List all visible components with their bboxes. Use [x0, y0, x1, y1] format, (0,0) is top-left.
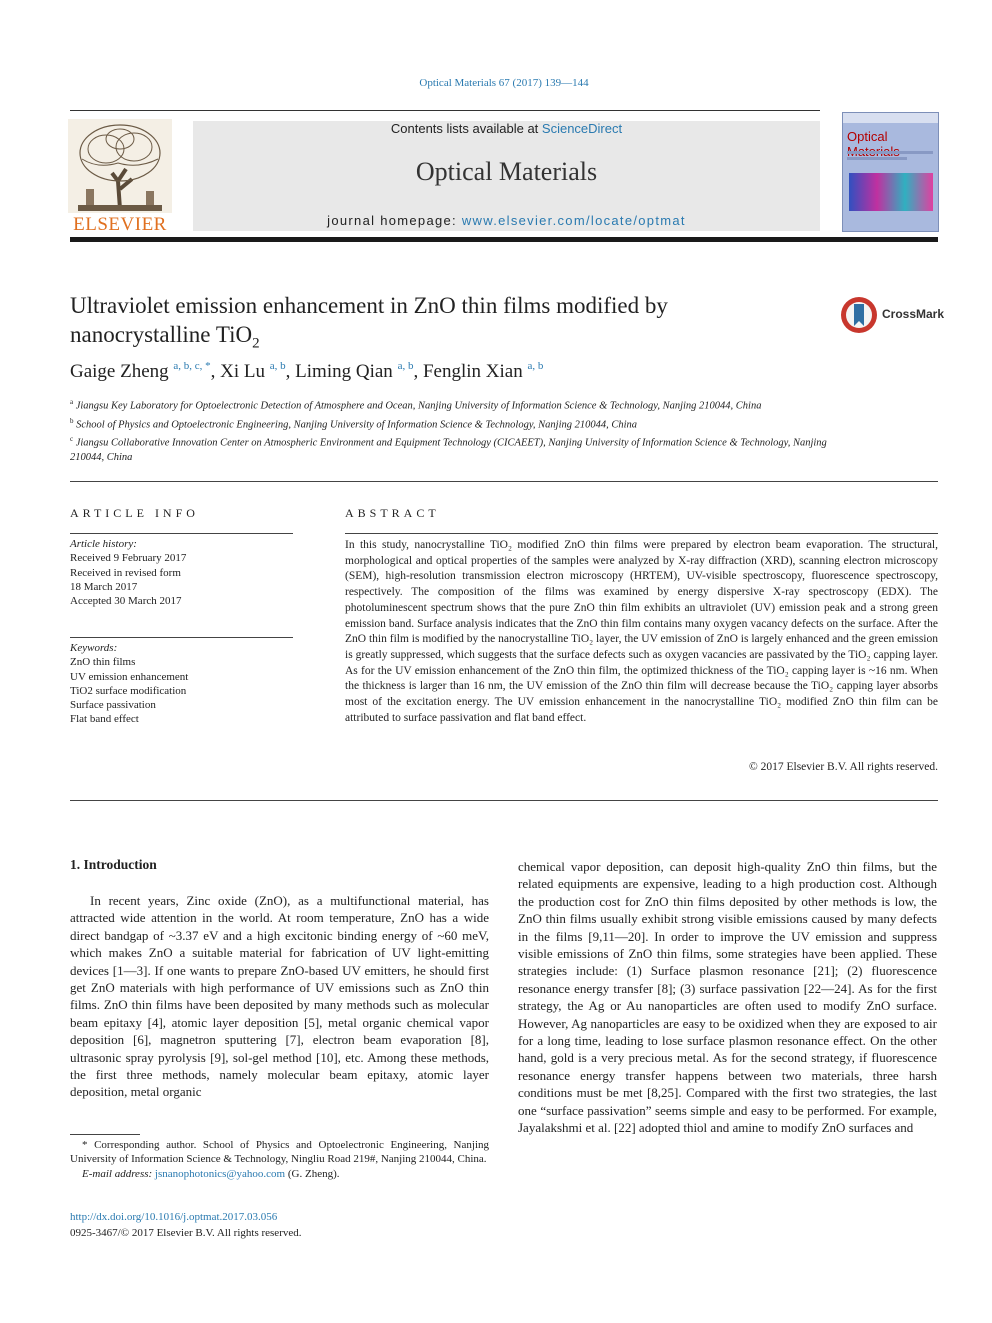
section-rule [70, 481, 938, 482]
journal-cover [842, 112, 939, 232]
homepage-line [193, 213, 820, 228]
author-name: Xi Lu [220, 361, 266, 382]
journal-citation[interactable]: Optical Materials 67 (2017) 139—144 [419, 77, 589, 89]
cover-strip [843, 113, 938, 123]
author-name: Gaige Zheng [70, 361, 169, 382]
affiliation [70, 432, 830, 465]
cover-line [847, 157, 907, 160]
intro-paragraph: chemical vapor deposition, can deposit high-quality ZnO thin films, but the related equipments are expensive, leading to a high production cost. Although the production cost for ZnO thin films deposited by other methods is low, the ZnO thin films usually exhibit strong visible emissions caused by many defects in the films [9,11—20]. In order to improve the UV emission and suppress visible emissions of ZnO thin films, some strategies have been applied. These strategies include: (1) Surface plasmon resonance [21]; (2) fluorescence resonance energy transfer [8]; (3) surface passivation [22—24]. As for the first strategy, the Ag or Au nanoparticles are often used to modify ZnO surface. However, Ag nanoparticles are easy to be oxidized when they are exposed to air for a long time, leading to lose surface plasmon resonance effect. On the other hand, gold is a very precious metal. As for the second strategy, if fluorescence resonance energy transfer happens between two materials, three harsh conditions must be met [8,25]. Compared with the first two strategies, the last one “surface passivation” seems simple and easy to be performed. For example, Jayalakshmi et al. [22] adopted thiol and amine to modify ZnO surfaces and [518, 859, 937, 1136]
keyword: TiO2 surface modification [70, 684, 187, 697]
history-item: Received 9 February 2017 [70, 552, 187, 565]
cover-line [847, 151, 933, 154]
history-item: Received in revised form [70, 566, 181, 579]
abstract-copyright: © 2017 Elsevier B.V. All rights reserved. [749, 761, 938, 773]
affiliation [70, 414, 830, 433]
email-label: E-mail address: [82, 1167, 155, 1180]
contents-prefix: Contents lists available at [390, 121, 542, 136]
cover-title: Optical [847, 129, 888, 144]
email-suffix: (G. Zheng). [285, 1167, 340, 1180]
section-rule [70, 800, 938, 801]
affiliation-text: School of Physics and Optoelectronic Engineering, Nanjing University of Information Science & Technology, Nanjing 210044, China [76, 419, 638, 430]
affiliation [70, 395, 830, 414]
issn-line: 0925-3467/© 2017 Elsevier B.V. All rights reserved. [70, 1227, 302, 1239]
affiliation-text: Jiangsu Collaborative Innovation Center on Atmospheric Environment and Equipment Technology (CICAEET), Nanjing University of Information Science & Technology, Nanjing 210044, China [70, 437, 827, 463]
keyword: Surface passivation [70, 699, 156, 712]
article-history [70, 537, 293, 608]
abstract-text: In this study, nanocrystalline TiO₂ modified ZnO thin films were prepared by electron beam evaporation. The structural, morphological and optical properties of the samples were analyzed by X-ray diffraction (XRD), scanning electron microscopy (SEM), high-resolution transmission electron microscopy (HRTEM), UV-visible spectroscopy, fluorescence spectroscopy, respectively. The composition of the films was examined by energy dispersive X-ray spectroscopy (EDX). The photoluminescent spectrum shows that the pure ZnO thin film exhibits an ultraviolet (UV) emission peak and a strong green emission band. Surface analysis indicates that the ZnO thin film contains many oxygen vacancy defects on the surface. After the ZnO thin film is modified by the nanocrystalline TiO₂ layer, the UV emission of ZnO is largely enhanced and the green emission is greatly suppressed, which suggests that the surface defects such as oxygen vacancies are passivated by the TiO₂ capping layer. As for the UV emission enhancement of the ZnO thin film, the optimized thickness of the TiO₂ capping layer is ~16 nm. When the thickness is larger than 16 nm, the UV emission of the ZnO thin film will decrease because the TiO₂ capping layer absorbs most of the excitation energy. The UV emission enhancement in the nanocrystalline TiO₂ modified ZnO thin film can be attributed to surface passivation and flat band effect. [345, 539, 938, 724]
title-text: nanocrystalline TiO [70, 322, 253, 347]
crossmark-badge[interactable] [840, 296, 945, 334]
intro-column-1 [70, 892, 489, 1101]
sciencedirect-link[interactable]: ScienceDirect [541, 121, 623, 136]
header-rule [70, 237, 938, 242]
keyword: ZnO thin films [70, 656, 136, 669]
author-affiliation-marks[interactable]: a, b, c, * [173, 360, 211, 372]
contents-line [193, 121, 820, 136]
article-info-heading: ARTICLE INFO [70, 506, 199, 520]
keywords-title: Keywords: [70, 642, 118, 654]
title-line-2 [70, 320, 810, 359]
intro-column-2 [518, 858, 937, 1137]
cover-image [849, 173, 933, 211]
top-rule [70, 110, 820, 111]
crossmark-icon [840, 296, 878, 334]
email-line [70, 1167, 489, 1181]
footnote-rule [70, 1134, 140, 1135]
title-subscript: 2 [252, 335, 260, 352]
affiliation-mark: a [70, 398, 74, 406]
author-affiliation-marks[interactable]: a, b [269, 360, 286, 372]
intro-heading: 1. Introduction [70, 857, 157, 872]
abstract-rule [345, 533, 938, 534]
keyword: Flat band effect [70, 713, 139, 726]
homepage-link[interactable]: www.elsevier.com/locate/optmat [461, 213, 686, 228]
journal-banner [193, 121, 820, 231]
author-affiliation-marks[interactable]: a, b [527, 360, 544, 372]
homepage-prefix: journal homepage: [327, 213, 462, 228]
publisher-wordmark: ELSEVIER [73, 214, 167, 235]
footnote-text: * Corresponding author. School of Physics and Optoelectronic Engineering, Nanjing University of Information Science & Technology, Ningliu Road 219#, Nanjing 210044, China. [70, 1139, 489, 1166]
journal-name: Optical Materials [415, 157, 598, 186]
keyword: UV emission enhancement [70, 670, 189, 683]
affiliation-mark: c [70, 435, 74, 443]
history-title: Article history: [70, 538, 137, 550]
author-name: Liming Qian [295, 361, 393, 382]
history-item: Accepted 30 March 2017 [70, 595, 182, 608]
elsevier-logo [68, 119, 172, 235]
history-item: 18 March 2017 [70, 580, 138, 593]
email-link[interactable]: jsnanophotonics@yahoo.com [154, 1167, 286, 1180]
title-line-1: Ultraviolet emission enhancement in ZnO thin films modified by [70, 293, 668, 318]
author-list: Gaige Zheng $^{a, b, c, *}$, Xi Lu $^{a, b}$, Liming Qian $^{a, b}$, Fenglin Xian $^{a, b}$ [70, 360, 544, 382]
paper-title [70, 291, 810, 359]
abstract-heading: ABSTRACT [345, 506, 440, 520]
keywords [70, 641, 293, 727]
intro-paragraph: In recent years, Zinc oxide (ZnO), as a multifunctional material, has attracted wide attention in the world. At room temperature, ZnO has a wide direct bandgap of ~3.37 eV and a high excitonic binding energy of ~60 meV, which makes ZnO a suitable material for fabrication of UV light-emitting devices [1—3]. If one wants to prepare ZnO-based UV emitters, he should first get ZnO materials with high performance of UV emissions such as ZnO thin films. ZnO thin films have been deposited by many methods such as molecular beam epitaxy [4], atomic layer deposition [5], metal organic chemical vapor deposition [6], magnetron sputtering [7], electron beam evaporation [8], ultrasonic spray pyrolysis [9], sol-gel method [10], etc. Among these methods, the first three methods, namely molecular beam epitaxy, atomic layer deposition, metal organic [70, 893, 489, 1100]
crossmark-label: CrossMark [882, 307, 945, 321]
info-rule [70, 533, 293, 534]
author-name: Fenglin Xian [422, 361, 523, 382]
corresponding-author-note [70, 1138, 489, 1181]
author-affiliation-marks[interactable]: a, b [397, 360, 414, 372]
info-rule [70, 637, 293, 638]
doi-link[interactable]: http://dx.doi.org/10.1016/j.optmat.2017.03.056 [70, 1211, 278, 1223]
affiliations [70, 395, 830, 465]
affiliation-text: Jiangsu Key Laboratory for Optoelectronic Detection of Atmosphere and Ocean, Nanjing University of Information Science & Technology, Nanjing 210044, China [75, 400, 762, 412]
affiliation-mark: b [70, 416, 74, 425]
